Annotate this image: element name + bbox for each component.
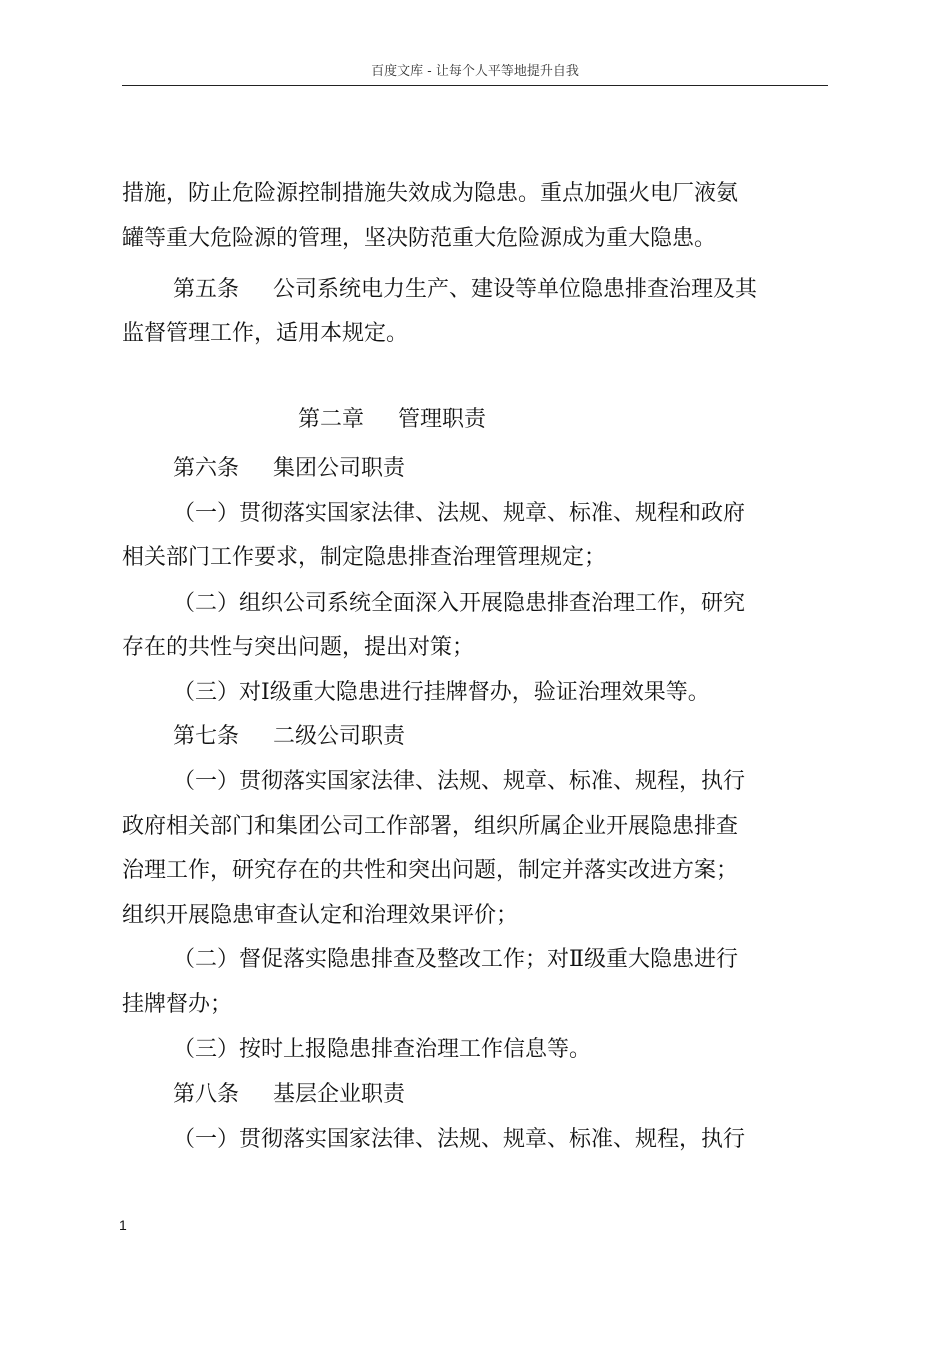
list-item-line: （二）组织公司系统全面深入开展隐患排查治理工作，研究 xyxy=(173,591,746,616)
page-number: 1 xyxy=(119,1217,127,1233)
chapter-title: 管理职责 xyxy=(398,407,487,432)
paragraph-line: 罐等重大危险源的管理，坚决防范重大危险源成为重大隐患。 xyxy=(122,226,717,251)
list-item-line: 治理工作，研究存在的共性和突出问题，制定并落实改进方案； xyxy=(122,858,739,883)
article-7-heading xyxy=(173,722,405,752)
paragraph-line: 监督管理工作，适用本规定。 xyxy=(122,321,409,346)
page-header: 百度文库 - 让每个人平等地提升自我 xyxy=(371,64,579,79)
article-label: 第五条 xyxy=(173,277,240,302)
paragraph-line: 措施，防止危险源控制措施失效成为隐患。重点加强火电厂液氨 xyxy=(122,181,739,206)
list-item-line: （三）对Ⅰ级重大隐患进行挂牌督办，验证治理效果等。 xyxy=(173,680,710,705)
article-text: 公司系统电力生产、建设等单位隐患排查治理及其 xyxy=(273,277,758,302)
article-title: 基层企业职责 xyxy=(273,1082,406,1107)
chapter-heading xyxy=(122,405,662,435)
list-item-line: 组织开展隐患审查认定和治理效果评价； xyxy=(122,903,519,928)
list-item-line: （一）贯彻落实国家法律、法规、规章、标准、规程和政府 xyxy=(173,501,746,526)
list-item-line: 政府相关部门和集团公司工作部署，组织所属企业开展隐患排查 xyxy=(122,814,739,839)
list-item-line: （一）贯彻落实国家法律、法规、规章、标准、规程，执行 xyxy=(173,1127,746,1152)
list-item-line: （二）督促落实隐患排查及整改工作；对Ⅱ级重大隐患进行 xyxy=(173,947,738,972)
article-6-heading xyxy=(173,454,405,484)
list-item-line: 存在的共性与突出问题，提出对策； xyxy=(122,635,475,660)
article-5-heading xyxy=(173,275,757,305)
article-title: 二级公司职责 xyxy=(273,724,406,749)
article-title: 集团公司职责 xyxy=(273,456,406,481)
chapter-label: 第二章 xyxy=(297,407,364,432)
article-label: 第七条 xyxy=(173,724,240,749)
article-label: 第八条 xyxy=(173,1082,240,1107)
list-item-line: 相关部门工作要求，制定隐患排查治理管理规定； xyxy=(122,545,607,570)
list-item-line: 挂牌督办； xyxy=(122,992,233,1017)
list-item-line: （一）贯彻落实国家法律、法规、规章、标准、规程，执行 xyxy=(173,769,746,794)
list-item-line: （三）按时上报隐患排查治理工作信息等。 xyxy=(173,1037,592,1062)
article-label: 第六条 xyxy=(173,456,240,481)
header-divider xyxy=(122,85,828,86)
article-8-heading xyxy=(173,1080,405,1110)
